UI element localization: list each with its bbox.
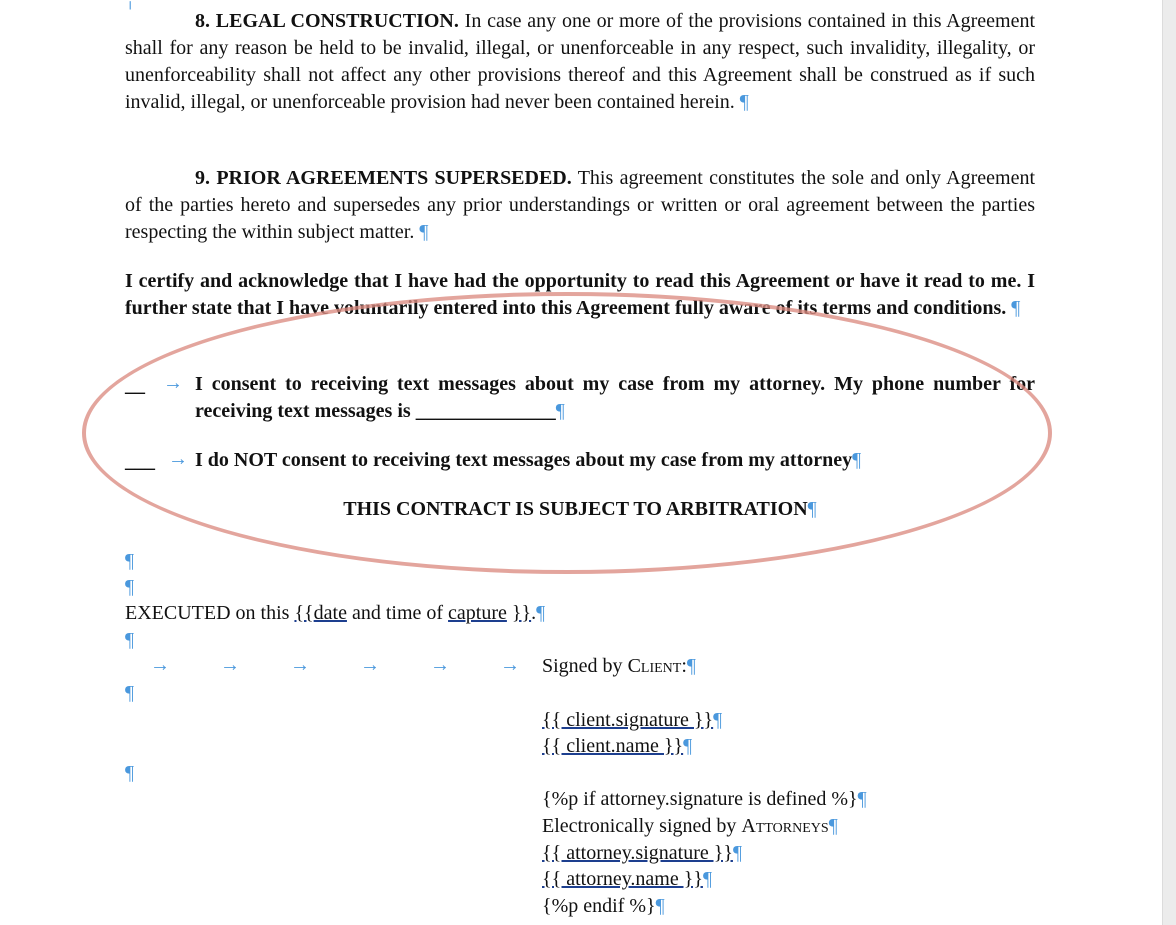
empty-paragraph-mark: ¶ <box>125 576 135 598</box>
page-margin-gutter <box>1162 0 1176 925</box>
section-9-number: 9. <box>195 167 210 189</box>
pilcrow-icon: ¶ <box>852 449 862 471</box>
pilcrow-icon: ¶ <box>555 400 565 422</box>
highlight-ellipse <box>82 292 1052 574</box>
consent-option-1[interactable] <box>195 371 1035 425</box>
signed-by-client-line[interactable] <box>542 653 696 680</box>
executed-prefix: EXECUTED on this <box>125 602 290 624</box>
tab-arrow-icon: → <box>168 448 188 470</box>
attorney-name-tag[interactable] <box>542 866 712 893</box>
executed-suffix: . <box>531 602 537 624</box>
consent-option-2[interactable] <box>195 447 861 474</box>
pilcrow-icon: ¶ <box>686 655 696 677</box>
signed-by-label: Signed by <box>542 655 623 677</box>
if-attorney-text: {%p if attorney.signature is defined %} <box>542 788 858 810</box>
client-name-text: {{ client.name }} <box>542 735 684 757</box>
section-9-heading: PRIOR AGREEMENTS SUPERSEDED. <box>216 167 572 189</box>
tab-arrow-icon: → <box>360 654 380 676</box>
section-8-body: In case any one or more of the provisions contained in this Agreement shall for any reason be held to be invalid, illegal, or unenforceable in any respect, such invalidity, illegality, or unenforceability shall not affect any other provisions thereof and this Agreement shall be construed as if such invalid, illegal, or unenforceable provision had never been contained herein. <box>125 10 1036 113</box>
tab-arrow-icon: → <box>150 654 170 676</box>
pilcrow-icon: ¶ <box>732 842 742 864</box>
consent-option-1-text: I consent to receiving text messages about my case from my attorney. My phone number for receiving text messages is <box>195 373 1035 422</box>
client-signature-text: {{ client.signature }} <box>542 709 714 731</box>
executed-line[interactable] <box>125 600 545 627</box>
endif-text: {%p endif %} <box>542 895 656 917</box>
pilcrow-icon: ¶ <box>713 709 723 731</box>
tab-arrow-icon: → <box>163 372 183 394</box>
arbitration-text: THIS CONTRACT IS SUBJECT TO ARBITRATION <box>343 498 808 520</box>
pilcrow-icon: ¶ <box>536 602 546 624</box>
tab-arrow-icon: → <box>290 654 310 676</box>
pilcrow-icon: ¶ <box>655 895 665 917</box>
consent-option-2-text: I do NOT consent to receiving text messages about my case from my attorney <box>195 449 853 471</box>
attorneys-word: Attorneys <box>741 815 829 837</box>
client-signature-tag[interactable] <box>542 707 722 734</box>
client-word: Client: <box>627 655 687 677</box>
consent-blank-2[interactable]: ___ <box>125 450 155 472</box>
pilcrow-icon: ¶ <box>739 91 749 113</box>
phone-number-blank[interactable]: ______________ <box>415 400 556 422</box>
tab-arrow-icon: → <box>430 654 450 676</box>
section-9-body: This agreement constitutes the sole and only Agreement of the parties hereto and supersedes any prior understandings or written or oral agreement between the parties respecting the within subject matter. <box>125 167 1036 243</box>
endif-line[interactable] <box>542 893 665 920</box>
section-8-number: 8. <box>195 10 210 32</box>
date-tag-middle: and time of <box>351 602 444 624</box>
pilcrow-icon: ¶ <box>857 788 867 810</box>
pilcrow-icon: ¶ <box>807 498 817 520</box>
date-tag-close: }} <box>511 602 532 624</box>
consent-blank-1[interactable]: __ <box>125 374 145 396</box>
pilcrow-icon: ¶ <box>683 735 693 757</box>
date-tag-open: {{ <box>294 602 314 624</box>
section-8-paragraph[interactable] <box>125 8 1035 116</box>
if-attorney-line[interactable] <box>542 786 867 813</box>
attorney-signature-text: {{ attorney.signature }} <box>542 842 733 864</box>
attorney-signature-tag[interactable] <box>542 840 742 867</box>
empty-paragraph-mark: ¶ <box>125 629 135 651</box>
capture-tag-word: capture <box>448 602 507 624</box>
pilcrow-icon: ¶ <box>828 815 838 837</box>
pilcrow-icon: ¶ <box>1011 297 1021 319</box>
empty-paragraph-mark: ¶ <box>125 762 135 784</box>
tab-arrow-icon: → <box>500 654 520 676</box>
client-name-tag[interactable] <box>542 733 692 760</box>
tab-arrow-icon: → <box>220 654 240 676</box>
empty-paragraph-mark: ¶ <box>125 682 135 704</box>
certify-paragraph[interactable] <box>125 268 1035 322</box>
pilcrow-icon: ¶ <box>419 221 429 243</box>
electronically-signed-label: Electronically signed by <box>542 815 737 837</box>
attorney-name-text: {{ attorney.name }} <box>542 868 703 890</box>
electronically-signed-line[interactable] <box>542 813 838 840</box>
empty-paragraph-mark: ¶ <box>125 550 135 572</box>
section-9-paragraph[interactable] <box>125 165 1035 246</box>
arbitration-notice[interactable] <box>125 496 1035 523</box>
pilcrow-icon: ¶ <box>702 868 712 890</box>
page-top-marker: ╷ <box>126 0 135 10</box>
section-8-heading: LEGAL CONSTRUCTION. <box>215 10 459 32</box>
certify-text: I certify and acknowledge that I have had the opportunity to read this Agreement or have it read to me. I further state that I have voluntarily entered into this Agreement fully aware of its terms and conditions. <box>125 270 1035 319</box>
date-tag-word: date <box>313 602 347 624</box>
